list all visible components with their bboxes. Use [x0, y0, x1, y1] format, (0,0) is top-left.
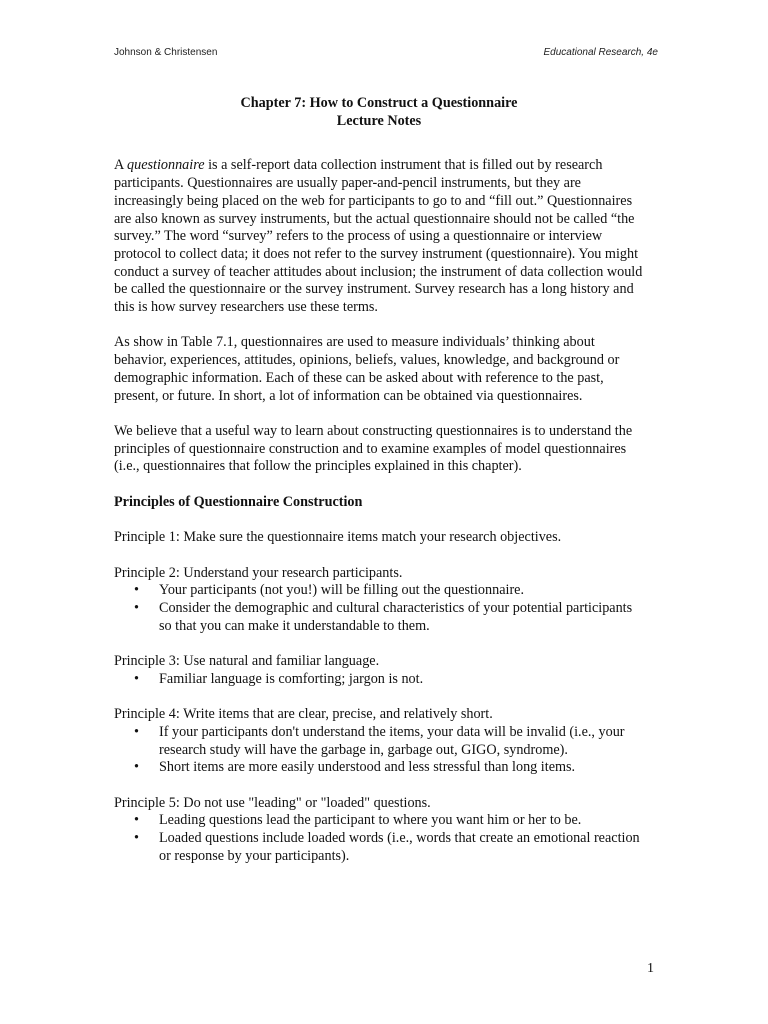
chapter-title: Chapter 7: How to Construct a Questionnaire: [240, 95, 518, 111]
header-book-title: Educational Research, 4e: [543, 47, 658, 58]
page-number: 1: [647, 961, 654, 976]
principle-text: Principle 3: Use natural and familiar language.: [114, 653, 380, 669]
principle-block: [114, 653, 644, 688]
principle-block: [114, 565, 644, 636]
principle-block: [114, 795, 644, 866]
header-authors: Johnson & Christensen: [114, 47, 218, 58]
bullet-item: • Leading questions lead the participant to where you want him or her to be.: [114, 812, 644, 830]
bullet-item: • Your participants (not you!) will be filling out the questionnaire.: [114, 582, 644, 600]
principles-list: [114, 529, 644, 865]
intro-term: questionnaire: [127, 157, 205, 174]
bullet-item: • Consider the demographic and cultural characteristics of your potential participants so that you can make it understandable to them.: [114, 600, 644, 635]
principle-block: [114, 529, 644, 547]
bullet-item: • Loaded questions include loaded words (i.e., words that create an emotional reaction or response by your participants).: [114, 830, 644, 865]
bullet-item: • Familiar language is comforting; jargon is not.: [114, 671, 644, 689]
intro-rest: is a self-report data collection instrument that is filled out by research participants. Questionnaires are usually paper-and-pencil instruments, but they are increasingly being placed on the web for participants to go to and “fill out.” Questionnaires are also known as survey instruments, but the actual questionnaire should not be called “the survey.” The word “survey” refers to the process of using a questionnaire or interview protocol to collect data; it does not refer to the survey instrument (questionnaire). You might conduct a survey of teacher attitudes about inclusion; the instrument of data collection would be called the questionnaire or the survey instrument. Survey research has a long history and this is how survey researchers use these terms.: [114, 157, 643, 316]
principle-text: Principle 2: Understand your research participants.: [114, 564, 403, 581]
principle-text: Principle 5: Do not use "leading" or "loaded" questions.: [114, 794, 431, 811]
document-body: [114, 95, 644, 865]
bullet-list: [114, 582, 644, 635]
bullet-item: • If your participants don't understand the items, your data will be invalid (i.e., your research study will have the garbage in, garbage out, GIGO, syndrome).: [114, 724, 644, 759]
bullet-item: • Short items are more easily understood and less stressful than long items.: [114, 759, 644, 777]
section-heading: Principles of Questionnaire Construction: [114, 493, 363, 510]
principle-text: Principle 1: Make sure the questionnaire items match your research objectives.: [114, 529, 562, 546]
paragraph-table-reference: As show in Table 7.1, questionnaires are used to measure individuals’ thinking about behavior, experiences, attitudes, opinions, beliefs, values, knowledge, and background or demographic information. Each of these can be asked about with reference to the past, present, or future. In short, a lot of information can be obtained via questionnaires.: [114, 334, 620, 404]
principle-block: [114, 706, 644, 777]
bullet-list: [114, 812, 644, 865]
bullet-list: [114, 724, 644, 777]
paragraph-principles-intro: We believe that a useful way to learn about constructing questionnaires is to understand the principles of questionnaire construction and to examine examples of model questionnaires (i.e., questionnaires that follow the principles explained in this chapter).: [114, 422, 633, 475]
principle-text: Principle 4: Write items that are clear, precise, and relatively short.: [114, 706, 493, 723]
intro-paragraph: [114, 157, 644, 316]
bullet-list: [114, 671, 644, 689]
chapter-subtitle: Lecture Notes: [336, 112, 422, 129]
intro-lead: A: [114, 157, 128, 174]
